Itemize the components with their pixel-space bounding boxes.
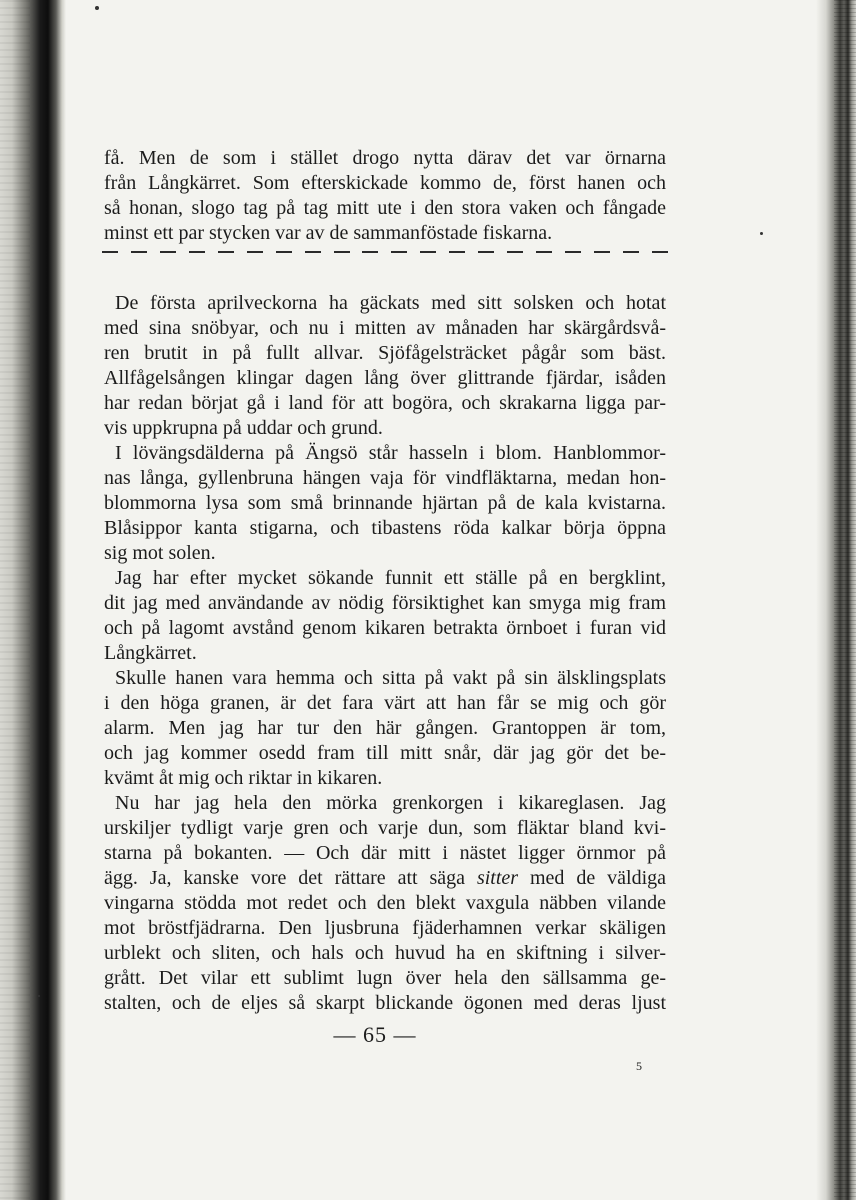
text-line: alarm. Men jag har tur den här gången. Grantoppen är tom, [104, 717, 666, 739]
text-line: Nu har jag hela den mörka grenkorgen i kikareglasen. Jag [115, 792, 666, 814]
text-line-with-italic [104, 866, 666, 890]
text-line: stalten, och de eljes så skarpt blickande ögonen med deras ljust [104, 992, 666, 1014]
text-line: Skulle hanen vara hemma och sitta på vakt på sin älsklingsplats [115, 667, 666, 689]
text-line: Långkärret. [104, 642, 197, 664]
section-break-dash [507, 251, 523, 253]
text-line: mot bröstfjädrarna. Den ljusbruna fjäderhamnen verkar skäligen [104, 917, 666, 939]
signature-mark: 5 [636, 1059, 642, 1073]
text-line: så honan, slogo tag på tag mitt ute i den stora vaken och fångade [104, 197, 666, 219]
text-line: urskiljer tydligt varje gren och varje dun, som fläktar bland kvi- [104, 817, 666, 839]
text-line: Allfågelsången klingar dagen lång över glittrande fjärdar, isåden [104, 367, 666, 389]
text-line: med sina snöbyar, och nu i mitten av månaden har skärgårdsvå- [104, 317, 666, 339]
section-break-dash [565, 251, 581, 253]
section-break-dash [362, 251, 378, 253]
binding-texture-left [0, 0, 30, 1200]
section-break-dash [334, 251, 350, 253]
speck [760, 232, 763, 235]
text-line: sig mot solen. [104, 542, 216, 564]
section-break-dash [391, 251, 407, 253]
section-break-dash [478, 251, 494, 253]
italic-word: sitter [476, 867, 519, 889]
section-break-dash [218, 251, 234, 253]
section-break-dash [102, 251, 118, 253]
section-break-dash [160, 251, 176, 253]
section-break-dash [420, 251, 436, 253]
text-line: vis uppkrupna på uddar och grund. [104, 417, 383, 439]
text-line: ren brutit in på fullt allvar. Sjöfågelsträcket pågår som bäst. [104, 342, 666, 364]
section-break-dash [652, 251, 668, 253]
text-line: vingarna stödda mot redet och den blekt vaxgula näbben vilande [104, 892, 666, 914]
speck [38, 995, 40, 997]
text-line: och på lagomt avstånd genom kikaren betrakta örnboet i furan vid [104, 617, 666, 639]
text-line: i den höga granen, är det fara värt att han får se mig och gör [104, 692, 666, 714]
section-break-dash [623, 251, 639, 253]
text-line: minst ett par stycken var av de sammanföstade fiskarna. [104, 222, 553, 244]
text-line: De första aprilveckorna ha gäckats med sitt solsken och hotat [115, 292, 666, 314]
text-line: starna på bokanten. — Och där mitt i nästet ligger örnmor på [104, 842, 666, 864]
text-line: nas långa, gyllenbruna hängen vaja för vindfläktarna, medan hon- [104, 467, 666, 489]
section-break-dash [305, 251, 321, 253]
text-line: grått. Det vilar ett sublimt lugn över hela den sällsamma ge- [104, 967, 666, 989]
text-line: och jag kommer osedd fram till mitt snår, där jag gör det be- [104, 742, 666, 764]
text-segment: ägg. Ja, kanske vore det rättare att säga [104, 867, 466, 889]
page-edge-texture-right [834, 0, 856, 1200]
section-break-dash [276, 251, 292, 253]
section-break-dash [536, 251, 552, 253]
text-line: urblekt och sliten, och hals och huvud ha en skiftning i silver- [104, 942, 666, 964]
text-line: dit jag med användande av nödig försiktighet kan smyga mig fram [104, 592, 666, 614]
page-number: — 65 — [333, 1022, 417, 1047]
text-line: blommorna lysa som små brinnande hjärtan på de kala kvistarna. [104, 492, 666, 514]
section-break-dash [131, 251, 147, 253]
text-line: få. Men de som i stället drogo nytta därav det var örnarna [104, 147, 666, 169]
text-line: Jag har efter mycket sökande funnit ett ställe på en bergklint, [115, 567, 666, 589]
speck [95, 6, 99, 10]
text-line: från Långkärret. Som efterskickade kommo de, först hanen och [104, 172, 666, 194]
text-line: kvämt åt mig och riktar in kikaren. [104, 767, 383, 789]
text-line: Blåsippor kanta stigarna, och tibastens röda kalkar börja öppna [104, 517, 666, 539]
text-line: har redan börjat gå i land för att bogöra, och skrakarna ligga par- [104, 392, 666, 414]
section-break [102, 242, 668, 262]
text-line: I lövängsdälderna på Ängsö står hasseln i blom. Hanblommor- [115, 442, 666, 464]
section-break-dash [449, 251, 465, 253]
section-break-dash [247, 251, 263, 253]
section-break-dash [189, 251, 205, 253]
section-break-dash [594, 251, 610, 253]
text-segment: med de väldiga [530, 867, 667, 889]
